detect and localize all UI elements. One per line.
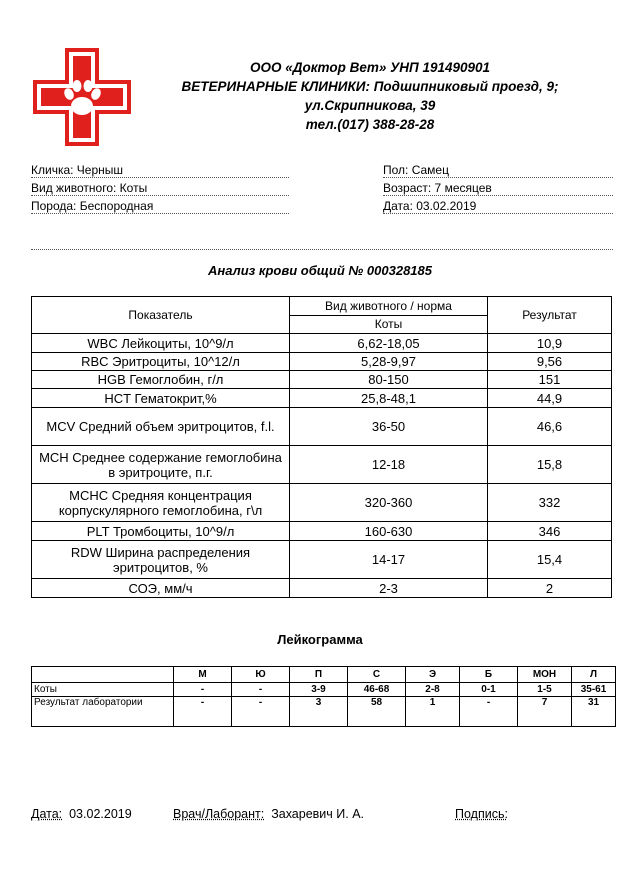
leukogram-cell: Э [406, 667, 460, 683]
patient-breed: Порода: Беспородная [31, 199, 289, 214]
leukogram-cell: Б [460, 667, 518, 683]
leukogram-cell: - [174, 697, 232, 727]
indicator-cell: RDW Ширина распределения эритроцитов, % [32, 541, 290, 579]
result-cell: 151 [488, 371, 612, 389]
norm-cell: 25,8-48,1 [290, 389, 488, 408]
result-cell: 15,4 [488, 541, 612, 579]
leukogram-cell: М [174, 667, 232, 683]
result-cell: 15,8 [488, 446, 612, 484]
patient-species: Вид животного: Коты [31, 181, 289, 196]
leukogram-cell: 58 [348, 697, 406, 727]
patient-sex: Пол: Самец [383, 163, 613, 178]
footer-signature-label: Подпись: [455, 807, 508, 821]
leukogram-table [31, 666, 616, 727]
norm-cell: 320-360 [290, 484, 488, 522]
table-row [32, 389, 612, 408]
separator-line [31, 249, 613, 250]
leukogram-norm-row [32, 683, 616, 697]
result-cell: 46,6 [488, 408, 612, 446]
norm-cell: 2-3 [290, 579, 488, 598]
indicator-cell: MCV Средний объем эритроцитов, f.l. [32, 408, 290, 446]
leukogram-row-label: Результат лаборатории [32, 697, 174, 727]
table-header-row [32, 297, 612, 316]
leukogram-row-label: Коты [32, 683, 174, 697]
leukogram-cell: МОН [518, 667, 572, 683]
footer-date [31, 807, 132, 821]
norm-cell: 12-18 [290, 446, 488, 484]
indicator-cell: WBC Лейкоциты, 10^9/л [32, 334, 290, 353]
col-norm-species: Коты [290, 316, 488, 334]
table-row [32, 541, 612, 579]
norm-cell: 14-17 [290, 541, 488, 579]
indicator-cell: HGB Гемоглобин, г/л [32, 371, 290, 389]
table-row [32, 446, 612, 484]
footer-doctor [173, 807, 364, 821]
norm-cell: 160-630 [290, 522, 488, 541]
analysis-date: Дата: 03.02.2019 [383, 199, 613, 214]
norm-cell: 5,28-9,97 [290, 353, 488, 371]
result-cell: 2 [488, 579, 612, 598]
leukogram-cell: - [174, 683, 232, 697]
leukogram-cell: 2-8 [406, 683, 460, 697]
table-row [32, 353, 612, 371]
leukogram-cell: 3-9 [290, 683, 348, 697]
leukogram-cell: 46-68 [348, 683, 406, 697]
leukogram-cell: 31 [572, 697, 616, 727]
patient-age: Возраст: 7 месяцев [383, 181, 613, 196]
leukogram-cell: Л [572, 667, 616, 683]
result-cell: 332 [488, 484, 612, 522]
leukogram-title: Лейкограмма [277, 632, 363, 647]
clinic-logo-cross-icon [31, 46, 133, 148]
footer-doctor-value: Захаревич И. А. [271, 807, 365, 821]
col-norm-header: Вид животного / норма [290, 297, 488, 316]
table-row [32, 522, 612, 541]
leukogram-cell: - [232, 683, 290, 697]
leukogram-row-label [32, 667, 174, 683]
blood-analysis-table [31, 296, 612, 598]
leukogram-cell: 1 [406, 697, 460, 727]
table-row [32, 484, 612, 522]
leukogram-cell: 35-61 [572, 683, 616, 697]
norm-cell: 80-150 [290, 371, 488, 389]
clinic-phone: тел.(017) 388-28-28 [305, 117, 435, 132]
result-cell: 346 [488, 522, 612, 541]
patient-name: Кличка: Черныш [31, 163, 289, 178]
clinic-address: ВЕТЕРИНАРНЫЕ КЛИНИКИ: Подшипниковый проезд, 9; [181, 79, 559, 94]
col-indicator-header: Показатель [32, 297, 290, 334]
clinic-address-2: ул.Скрипникова, 39 [304, 98, 436, 113]
table-row [32, 579, 612, 598]
table-row [32, 371, 612, 389]
clinic-header [150, 58, 590, 134]
table-row [32, 334, 612, 353]
clinic-name: ООО «Доктор Вет» УНП 191490901 [249, 60, 491, 75]
footer-date-value: 03.02.2019 [69, 807, 132, 821]
indicator-cell: PLT Тромбоциты, 10^9/л [32, 522, 290, 541]
norm-cell: 6,62-18,05 [290, 334, 488, 353]
col-result-header: Результат [488, 297, 612, 334]
analysis-title: Анализ крови общий № 000328185 [208, 263, 432, 278]
result-cell: 9,56 [488, 353, 612, 371]
indicator-cell: MCHC Средняя концентрация корпускулярного гемоглобина, г\л [32, 484, 290, 522]
table-row [32, 408, 612, 446]
indicator-cell: СОЭ, мм/ч [32, 579, 290, 598]
norm-cell: 36-50 [290, 408, 488, 446]
leukogram-cell: 0-1 [460, 683, 518, 697]
leukogram-cell: С [348, 667, 406, 683]
result-cell: 10,9 [488, 334, 612, 353]
leukogram-cell: 7 [518, 697, 572, 727]
result-cell: 44,9 [488, 389, 612, 408]
leukogram-header-row [32, 667, 616, 683]
leukogram-cell: Ю [232, 667, 290, 683]
leukogram-cell: П [290, 667, 348, 683]
indicator-cell: RBC Эритроциты, 10^12/л [32, 353, 290, 371]
indicator-cell: HCT Гематокрит,% [32, 389, 290, 408]
footer-signature [455, 807, 508, 821]
indicator-cell: MCH Среднее содержание гемоглобина в эритроците, п.г. [32, 446, 290, 484]
leukogram-result-row [32, 697, 616, 727]
leukogram-cell: 3 [290, 697, 348, 727]
leukogram-cell: - [460, 697, 518, 727]
leukogram-cell: - [232, 697, 290, 727]
footer-doctor-label: Врач/Лаборант: [173, 807, 265, 821]
footer-date-label: Дата: [31, 807, 63, 821]
leukogram-cell: 1-5 [518, 683, 572, 697]
